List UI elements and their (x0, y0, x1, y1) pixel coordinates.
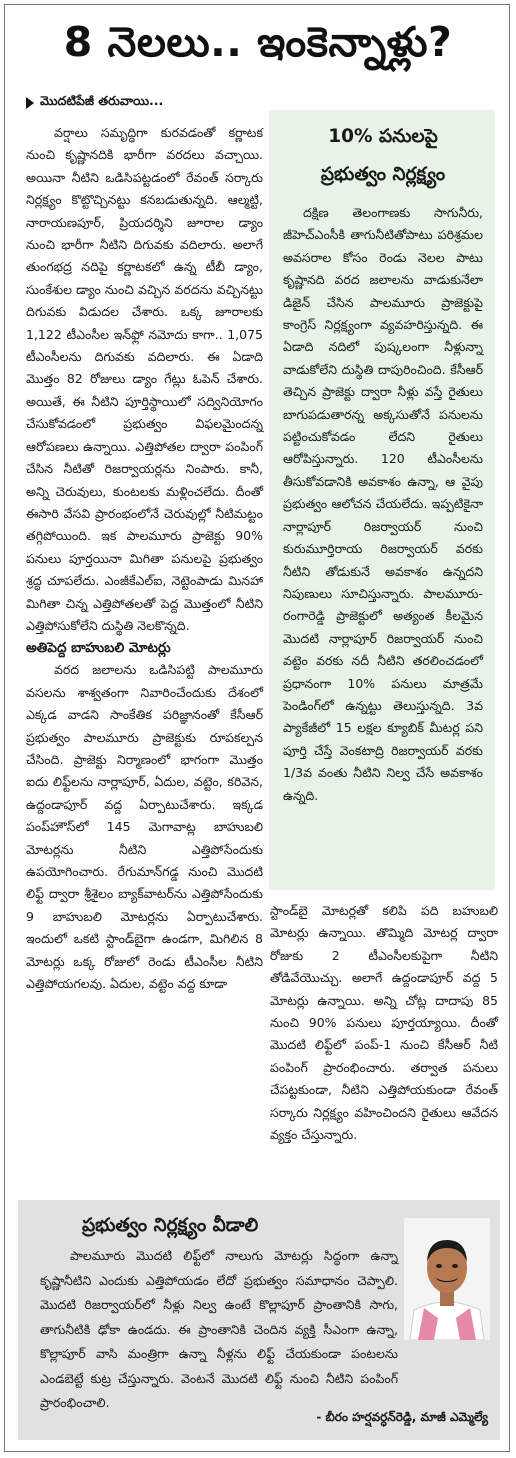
arrow-right-icon (26, 97, 34, 109)
left-column (26, 122, 263, 995)
headline: 8 నెలలు.. ఇంకెన్నాళ్లు? (63, 18, 453, 66)
continued-label (26, 93, 163, 112)
subhead-bahubali-motors: అతిపెద్ద బాహుబలి మోటర్లు (26, 640, 171, 657)
sidebar-title-line-2: ప్రభుత్వం నిర్లక్ష్యం (320, 164, 446, 185)
left-paragraph-2: వరద జలాలను ఒడిసిపట్టి పాలమూరు వసలను శాశ్వతంగా నివారించేందుకు దేశంలో ఎక్కడ వాడని సాంకేతిక పరిజ్ఞానంతో కేసీఆర్ ప్రభుత్వం పాలమూరు ప్రాజెక్టుకు రూపకల్పన చేసింది. ప్రాజెక్టు నిర్మాణంలో భాగంగా మొత్తం ఐదు లిఫ్ట్‌లను నార్లాపూర్, ఏదుల, వట్టెం, కరివెన, ఉద్దండాపూర్ వద్ద ఏర్పాటుచేశారు. ఇక్కడ పంప్‌హౌస్‌లో 145 మెగావాట్ల బాహుబలి మోటర్లను నీటిని ఎత్తిపోసేందుకు ఉపయోగించారు. రేగుమాన్‌గడ్డ నుంచి మొదటి లిఫ్ట్ ద్వారా శ్రీశైలం బ్యాక్‌వాటర్‌ను ఎత్తిపోసేందుకు 9 బాహుబలి మోటర్లను ఏర్పాటుచేశారు. ఇందులో ఒకటి స్టాండ్‌బైగా ఉండగా, మిగిలిన 8 మోటర్లు ఒక్క రోజులో రెండు టీఎంసీల నీటిని ఎత్తిపోయగలవు. ఏదుల, వట్టెం వద్ద కూడా (26, 662, 263, 992)
quote-byline: - బీరం హర్షవర్ధన్‌రెడ్డి, మాజీ ఎమ్మెల్యే (316, 1410, 488, 1424)
quote-box (18, 1200, 500, 1440)
person-photo (404, 1218, 490, 1340)
sidebar-title (283, 118, 483, 194)
quote-title: ప్రభుత్వం నిర్లక్ష్యం వీడాలి (82, 1215, 259, 1236)
continued-text: మొదటిపేజీ తరువాయి... (40, 93, 164, 108)
sidebar-box (269, 110, 495, 890)
left-paragraph-1: వర్షాలు సమృద్ధిగా కురవడంతో కర్ణాటక నుంచి కృష్ణానదికి భారీగా వరదలు వచ్చాయి. అయినా నీటిని ఒడిసిపట్టడంలో రేవంత్ సర్కారు నిర్లక్ష్యం కొట్టొచ్చినట్టు కనబడుతున్నది. ఆల్మట్టి, నారాయణపూర్, ప్రియదర్శిని జూరాల డ్యాం నుంచి భారీగా నీటిని దిగువకు వదిలారు. అలాగే తుంగభద్ర నదిపై కర్ణాటకలో ఉన్న టీబీ డ్యాం, సుంకేశుల డ్యాం నుంచి వచ్చిన వరదను వచ్చినట్టు దిగువకు విడుదల చేశారు. ఒక్క జూరాలకు 1,122 టీఎంసీల ఇన్‌ఫ్లో నమోదు కాగా.. 1,075 టీఎంసీలను దిగువకు వదిలారు. ఈ ఏడాది మొత్తం 82 రోజులు డ్యాం గేట్లు ఓపెన్ చేశారు. అయితే, ఈ నీటిని పూర్తిస్థాయిలో సద్వినియోగం చేసుకోవడంలో ప్రభుత్వం విఫలమైందన్న ఆరోపణలు ఉన్నాయి. ఎత్తిపోతల ద్వారా పంపింగ్ చేసిన నీటితో రిజర్వాయర్లను నింపారు. కానీ, అన్ని చెరువులు, కుంటలకు మళ్లించలేదు. దీంతో ఈసారి వేసవి ప్రారంభంలోనే చెరువుల్లో నీటిమట్టం తగ్గిపోయింది. ఇక పాలమూరు ప్రాజెక్టు 90% పనులు పూర్తయినా మిగితా పనులపై ప్రభుత్వం శ్రద్ధ చూపలేదు. ఎంజీకేఎల్ఐ, నెట్టెంపాడు మినహా మిగితా చిన్న ఎత్తిపోతలతో పెద్ద మొత్తంలో నీటిని ఎత్తిపోసుకోలేని దుస్థితి నెలకొన్నది. (26, 125, 263, 633)
right-column (270, 900, 498, 1146)
right-paragraph: స్టాండ్‌బై మోటర్లతో కలిపి పది బహుబలి మోటర్లు ఉన్నాయి. తొమ్మిది మోటర్ల ద్వారా రోజుకు 2 టీఎంసీలకుపైగా నీటిని తోడివేయొచ్చు. అలాగే ఉద్దండాపూర్ వద్ద 5 మోటర్లు ఉన్నాయి. అన్ని చోట్ల దాదాపు 85 నుంచి 90% పనులు పూర్తయ్యాయి. దీంతో మొదటి లిఫ్ట్‌లో పంప్-1 నుంచి కేసీఆర్ నీటి పంపింగ్ ప్రారంభించారు. తర్వాత పనులు చేపట్టకుండా, నీటిని ఎత్తిపోయకుండా రేవంత్ సర్కారు నిర్లక్ష్యం వహించిందని రైతులు ఆవేదన వ్యక్తం చేస్తున్నారు. (270, 903, 498, 1143)
person-portrait-icon (404, 1218, 490, 1340)
sidebar-title-line-1: 10% పనులపై (328, 126, 438, 147)
quote-body: పాలమూరు మొదటి లిఫ్ట్‌లో నాలుగు మోటర్లు సిద్ధంగా ఉన్నా కృష్ణానీటిని ఎందుకు ఎత్తిపోయడం లేదో ప్రభుత్వం సమాధానం చెప్పాలి. మొదటి రిజర్వాయర్‌లో నీళ్లు నిల్వ ఉంటే కొల్లాపూర్ ప్రాంతానికి సాగు, తాగునీటికి ఢోకా ఉండదు. ఈ ప్రాంతానికి చెందిన వ్యక్తి సీఎంగా ఉన్నా, కొల్లాపూర్ వాసి మంత్రిగా ఉన్నా నీళ్లను లిఫ్ట్ చేయకుండా పంటలను ఎండబెట్టే కుట్ర చేస్తున్నారు. వెంటనే మొదటి లిఫ్ట్ నుంచి నీటిని పంపింగ్ ప్రారంభించాలి. (40, 1248, 398, 1410)
sidebar-body: దక్షిణ తెలంగాణకు సాగునీరు, జీహెచ్ఎంసీకి తాగునీటితోపాటు పరిశ్రమల అవసరాల కోసం రెండు నెలల పాటు కృష్ణానది వరద జలాలను వాడుకునేలా డిజైన్ చేసిన పాలమూరు ప్రాజెక్టుపై కాంగ్రెస్ నిర్లక్ష్యంగా వ్యవహరిస్తున్నది. ఈ ఏడాది నదిలో పుష్కలంగా నీళ్లున్నా వాడుకోలేని దుస్థితి దాపురించింది. కేసీఆర్ తెచ్చిన ప్రాజెక్టు ద్వారా నీళ్లు వస్తే రైతులు బాగుపడుతారన్న అక్కసుతోనే పనులను పట్టించుకోవడం లేదని రైతులు ఆరోపిస్తున్నారు. 120 టీఎంసీలను తీసుకోవడానికి అవకాశం ఉన్నా, ఆ వైపు ప్రభుత్వం ఆలోచన చేయలేదు. ఇప్పటికైనా నార్లాపూర్ రిజర్వాయర్ నుంచి కురుమూర్తిరాయ రిజర్వాయర్ వరకు నీటిని తోడుకునే అవకాశం ఉన్నదని నిపుణులు సూచిస్తున్నారు. పాలమూరు-రంగారెడ్డి ప్రాజెక్టులో అత్యంత కీలమైన మొదటి నార్లాపూర్ రిజర్వాయర్ నుంచి వట్టెం వరకు నదీ నీటిని తరలించడంలో ప్రధానంగా 10% పనులు మాత్రమే పెండింగ్‌లో ఉన్నట్టు తెలుస్తున్నది. 3వ ప్యాకేజీలో 15 లక్షల క్యూబిక్ మీటర్ల పని పూర్తి చేస్తే వెంకటాద్రి రిజర్వాయర్ వరకు 1/3వ వంతు నీటిని నిల్వ చేసే అవకాశం ఉన్నది. (283, 205, 483, 803)
